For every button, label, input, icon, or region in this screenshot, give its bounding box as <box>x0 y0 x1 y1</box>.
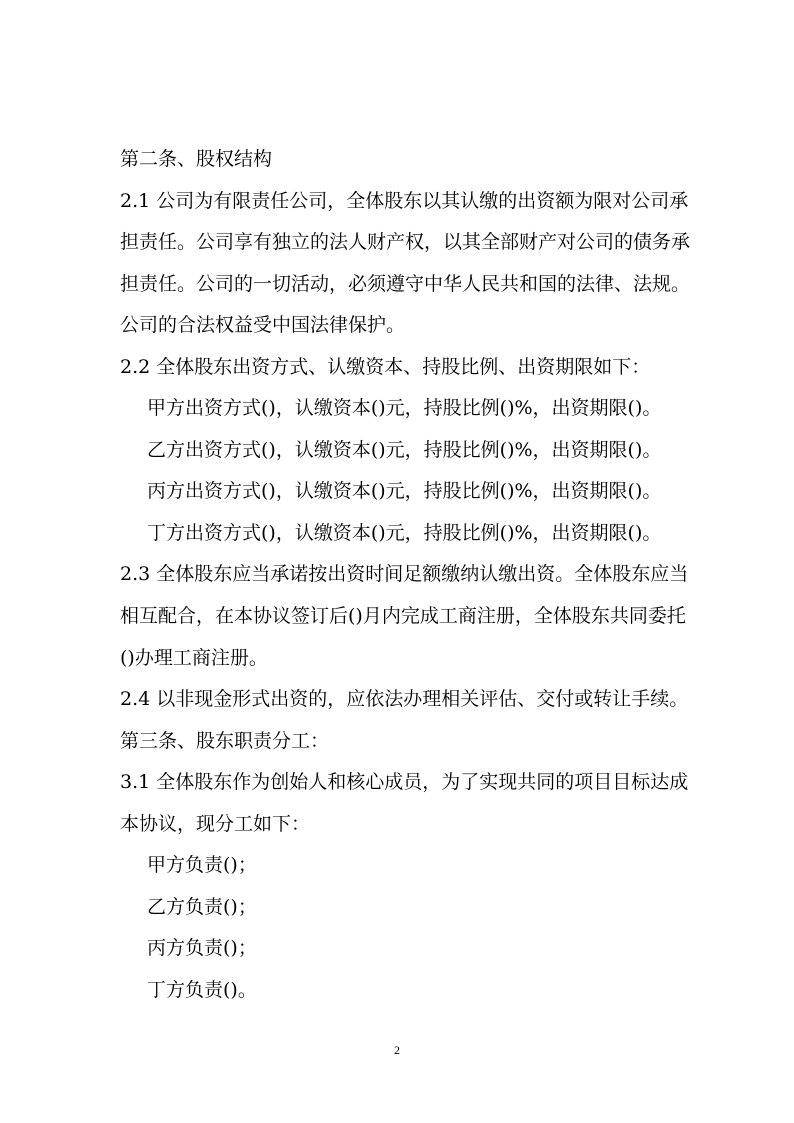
clause-2-1-line-4: 公司的合法权益受中国法律保护。 <box>120 314 406 336</box>
party-a-duty: 甲方负责()； <box>147 854 257 876</box>
clause-2-4: 2.4 以非现金形式出资的，应依法办理相关评估、交付或转让手续。 <box>120 688 689 710</box>
party-d-investment: 丁方出资方式()，认缴资本()元，持股比例()%，出资期限()。 <box>147 522 662 544</box>
section-heading-3: 第三条、股东职责分工： <box>120 730 330 752</box>
party-c-investment: 丙方出资方式()，认缴资本()元，持股比例()%，出资期限()。 <box>147 480 662 502</box>
clause-2-1-line-2: 担责任。公司享有独立的法人财产权，以其全部财产对公司的债务承 <box>120 231 691 253</box>
clause-3-1-line-2: 本协议，现分工如下： <box>120 813 311 835</box>
clause-2-1-line-3: 担责任。公司的一切活动，必须遵守中华人民共和国的法律、法规。 <box>120 273 691 295</box>
party-a-investment: 甲方出资方式()，认缴资本()元，持股比例()%，出资期限()。 <box>147 397 662 419</box>
clause-2-2: 2.2 全体股东出资方式、认缴资本、持股比例、出资期限如下： <box>120 356 651 378</box>
clause-2-1-line-1: 2.1 公司为有限责任公司，全体股东以其认缴的出资额为限对公司承 <box>120 190 689 212</box>
section-heading-2: 第二条、股权结构 <box>120 148 273 170</box>
clause-3-1-line-1: 3.1 全体股东作为创始人和核心成员，为了实现共同的项目目标达成 <box>120 771 689 793</box>
party-d-duty: 丁方负责()。 <box>147 979 257 1001</box>
party-c-duty: 丙方负责()； <box>147 937 257 959</box>
clause-2-3-line-1: 2.3 全体股东应当承诺按出资时间足额缴纳认缴出资。全体股东应当 <box>120 563 689 585</box>
page-number: 2 <box>394 1043 400 1057</box>
clause-2-3-line-3: ()办理工商注册。 <box>120 647 268 669</box>
party-b-investment: 乙方出资方式()，认缴资本()元，持股比例()%，出资期限()。 <box>147 439 662 461</box>
party-b-duty: 乙方负责()； <box>147 896 257 918</box>
clause-2-3-line-2: 相互配合，在本协议签订后()月内完成工商注册，全体股东共同委托 <box>120 605 686 627</box>
